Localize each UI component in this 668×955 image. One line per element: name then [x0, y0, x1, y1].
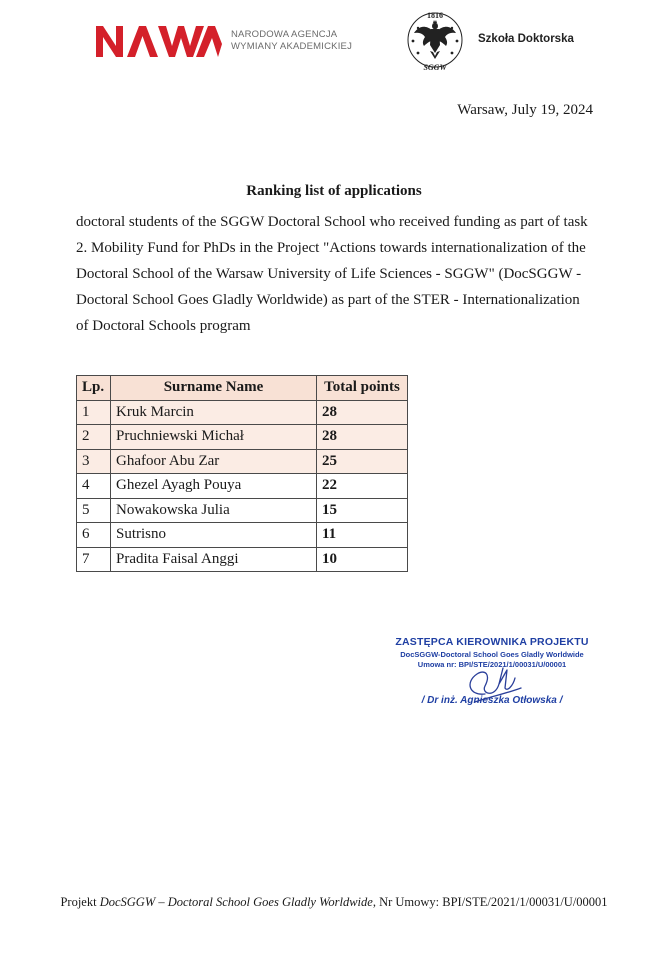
ranking-table: [76, 375, 408, 572]
header-name: Surname Name: [111, 376, 317, 401]
nawa-line-1: NARODOWA AGENCJA: [231, 29, 338, 40]
header-points: Total points: [317, 376, 408, 401]
stamp-title: ZASTĘPCA KIEROWNIKA PROJEKTU: [395, 636, 589, 648]
row-name: Nowakowska Julia: [111, 498, 317, 523]
school-name: Szkoła Doktorska: [478, 33, 574, 45]
row-points: 22: [317, 474, 408, 499]
nawa-line-2: WYMIANY AKADEMICKIEJ: [231, 41, 353, 52]
row-lp: 2: [77, 425, 111, 450]
row-points: 28: [317, 400, 408, 425]
table-row: [77, 498, 408, 523]
row-lp: 5: [77, 498, 111, 523]
stamp-project: DocSGGW-Doctoral School Goes Gladly Worldwide: [400, 650, 584, 659]
row-name: Pradita Faisal Anggi: [111, 547, 317, 572]
seal-name: SGGW: [423, 63, 447, 72]
row-lp: 6: [77, 523, 111, 548]
row-points: 28: [317, 425, 408, 450]
table-row: [77, 449, 408, 474]
nawa-agency-name: [231, 29, 352, 53]
table-row: [77, 547, 408, 572]
sggw-seal-logo: [400, 7, 470, 73]
table-row: [77, 523, 408, 548]
footer-agreement: , Nr Umowy: BPI/STE/2021/1/00031/U/00001: [372, 895, 608, 909]
row-name: Kruk Marcin: [111, 400, 317, 425]
handwritten-signature: [455, 664, 525, 708]
row-points: 10: [317, 547, 408, 572]
table-row: [77, 400, 408, 425]
header-lp: Lp.: [77, 376, 111, 401]
document-title: Ranking list of applications: [246, 183, 422, 199]
row-lp: 7: [77, 547, 111, 572]
row-name: Ghezel Ayagh Pouya: [111, 474, 317, 499]
stamp-signatory: / Dr inż. Agnieszka Otłowska /: [421, 695, 563, 706]
page-footer: [0, 895, 668, 910]
row-points: 11: [317, 523, 408, 548]
row-name: Sutrisno: [111, 523, 317, 548]
row-lp: 4: [77, 474, 111, 499]
footer-project-name: DocSGGW – Doctoral School Goes Gladly Worldwide: [99, 895, 373, 909]
table-row: [77, 425, 408, 450]
row-lp: 1: [77, 400, 111, 425]
seal-year: 1816: [427, 11, 443, 20]
row-name: Ghafoor Abu Zar: [111, 449, 317, 474]
stamp-agreement: Umowa nr: BPI/STE/2021/1/00031/U/00001: [417, 660, 567, 669]
document-date: Warsaw, July 19, 2024: [457, 102, 593, 118]
document-intro: doctoral students of the SGGW Doctoral School who received funding as part of task 2. Mobility Fund for PhDs in the Project "Actions towards internationalization of the Doctoral School of the Warsaw University of Life Sciences - SGGW" (DocSGGW - Doctoral School Goes Gladly Worldwide) as part of the STER - Internationalization of Doctoral Schools program: [76, 214, 588, 334]
row-name: Pruchniewski Michał: [111, 425, 317, 450]
nawa-logo: [96, 24, 222, 58]
footer-prefix: Projekt: [60, 895, 100, 909]
table-row: [77, 474, 408, 499]
table-header-row: [77, 376, 408, 401]
row-lp: 3: [77, 449, 111, 474]
row-points: 15: [317, 498, 408, 523]
row-points: 25: [317, 449, 408, 474]
